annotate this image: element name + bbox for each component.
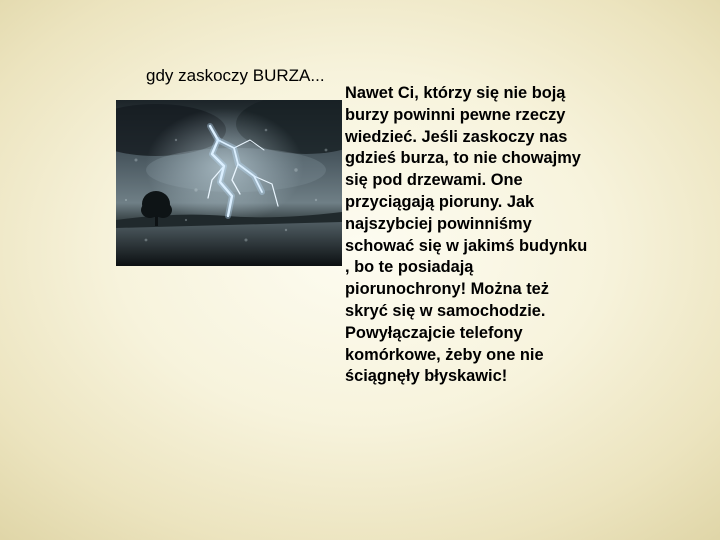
- slide-body-text: [345, 83, 635, 388]
- body-line: przyciągają pioruny. Jak: [345, 192, 535, 211]
- body-line: się pod drzewami. One: [345, 171, 523, 190]
- slide-title: gdy zaskoczy BURZA...: [146, 66, 325, 85]
- body-line: burzy powinni pewne rzeczy: [345, 105, 566, 124]
- body-line: schować się w jakimś budynku: [345, 236, 588, 255]
- body-line: Powyłączajcie telefony: [345, 323, 523, 342]
- body-line: komórkowe, żeby one nie: [345, 345, 544, 364]
- lightning-icon: [116, 100, 342, 266]
- body-line: najszybciej powinniśmy: [345, 214, 532, 233]
- body-line: gdzieś burza, to nie chowajmy: [345, 149, 581, 168]
- body-line: ściągnęły błyskawic!: [345, 367, 508, 386]
- storm-photo: [116, 100, 342, 266]
- body-line: Nawet Ci, którzy się nie boją: [345, 84, 566, 102]
- body-line: skryć się w samochodzie.: [345, 301, 546, 320]
- body-line: piorunochrony! Można też: [345, 280, 549, 299]
- body-line: wiedzieć. Jeśli zaskoczy nas: [345, 127, 568, 146]
- body-line: , bo te posiadają: [345, 258, 474, 277]
